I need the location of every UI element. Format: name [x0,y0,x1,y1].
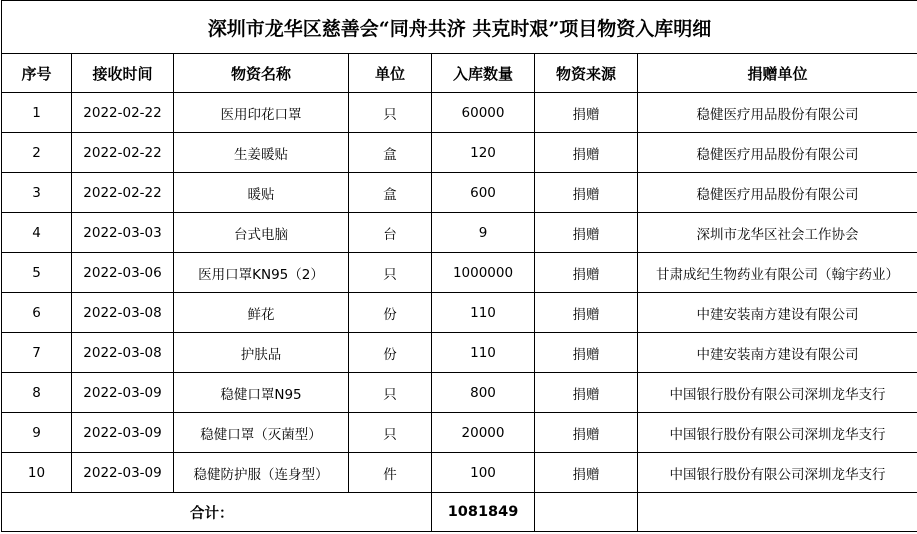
cell-source: 捐赠 [535,93,638,133]
cell-source: 捐赠 [535,213,638,253]
cell-donor: 中国银行股份有限公司深圳龙华支行 [638,413,917,453]
cell-item-name: 护肤品 [174,333,349,373]
cell-item-name: 稳健口罩（灭菌型） [174,413,349,453]
header-source: 物资来源 [535,54,638,93]
cell-unit: 台 [349,213,432,253]
cell-donor: 中建安装南方建设有限公司 [638,333,917,373]
cell-unit: 只 [349,253,432,293]
total-row [2,493,917,532]
cell-unit: 份 [349,293,432,333]
header-unit: 单位 [349,54,432,93]
cell-item-name: 暖贴 [174,173,349,213]
cell-no: 10 [2,453,72,493]
cell-donor: 稳健医疗用品股份有限公司 [638,93,917,133]
cell-source: 捐赠 [535,173,638,213]
cell-no: 8 [2,373,72,413]
table-row [2,413,917,453]
table-row [2,213,917,253]
cell-source: 捐赠 [535,453,638,493]
cell-item-name: 鲜花 [174,293,349,333]
table-row [2,293,917,333]
cell-unit: 盒 [349,173,432,213]
cell-donor: 稳健医疗用品股份有限公司 [638,173,917,213]
cell-quantity: 600 [432,173,535,213]
cell-source: 捐赠 [535,253,638,293]
cell-quantity: 120 [432,133,535,173]
cell-no: 3 [2,173,72,213]
header-item-name: 物资名称 [174,54,349,93]
cell-quantity: 20000 [432,413,535,453]
table-row [2,253,917,293]
cell-quantity: 1000000 [432,253,535,293]
header-donor: 捐赠单位 [638,54,917,93]
cell-unit: 件 [349,453,432,493]
cell-donor: 深圳市龙华区社会工作协会 [638,213,917,253]
cell-quantity: 800 [432,373,535,413]
table-row [2,173,917,213]
total-empty-source [535,493,638,532]
cell-no: 7 [2,333,72,373]
cell-source: 捐赠 [535,333,638,373]
cell-no: 6 [2,293,72,333]
table-row [2,453,917,493]
cell-unit: 只 [349,373,432,413]
cell-unit: 只 [349,93,432,133]
inventory-table [1,0,917,532]
cell-item-name: 医用印花口罩 [174,93,349,133]
cell-donor: 中国银行股份有限公司深圳龙华支行 [638,453,917,493]
cell-date: 2022-03-09 [72,413,174,453]
table-row [2,93,917,133]
cell-no: 5 [2,253,72,293]
cell-no: 4 [2,213,72,253]
table-row [2,333,917,373]
cell-date: 2022-02-22 [72,173,174,213]
cell-date: 2022-03-06 [72,253,174,293]
cell-quantity: 60000 [432,93,535,133]
page-title: 深圳市龙华区慈善会“同舟共济 共克时艰”项目物资入库明细 [2,1,917,54]
header-row [2,54,917,93]
header-no: 序号 [2,54,72,93]
total-empty-donor [638,493,917,532]
cell-item-name: 生姜暖贴 [174,133,349,173]
cell-unit: 份 [349,333,432,373]
cell-unit: 只 [349,413,432,453]
cell-donor: 稳健医疗用品股份有限公司 [638,133,917,173]
cell-unit: 盒 [349,133,432,173]
title-row [2,1,917,54]
total-label: 合计： [2,493,432,532]
table-row [2,373,917,413]
cell-no: 9 [2,413,72,453]
cell-quantity: 110 [432,293,535,333]
cell-date: 2022-03-09 [72,373,174,413]
cell-no: 2 [2,133,72,173]
cell-item-name: 稳健防护服（连身型） [174,453,349,493]
cell-date: 2022-03-08 [72,293,174,333]
cell-item-name: 稳健口罩N95 [174,373,349,413]
cell-item-name: 医用口罩KN95（2） [174,253,349,293]
cell-donor: 中建安装南方建设有限公司 [638,293,917,333]
cell-source: 捐赠 [535,413,638,453]
header-quantity: 入库数量 [432,54,535,93]
cell-source: 捐赠 [535,373,638,413]
cell-source: 捐赠 [535,293,638,333]
cell-date: 2022-03-08 [72,333,174,373]
cell-donor: 中国银行股份有限公司深圳龙华支行 [638,373,917,413]
cell-quantity: 100 [432,453,535,493]
cell-date: 2022-03-03 [72,213,174,253]
header-date: 接收时间 [72,54,174,93]
total-value: 1081849 [432,493,535,532]
cell-quantity: 9 [432,213,535,253]
cell-date: 2022-02-22 [72,133,174,173]
cell-donor: 甘肃成纪生物药业有限公司（翰宇药业） [638,253,917,293]
cell-item-name: 台式电脑 [174,213,349,253]
cell-no: 1 [2,93,72,133]
cell-quantity: 110 [432,333,535,373]
cell-source: 捐赠 [535,133,638,173]
cell-date: 2022-03-09 [72,453,174,493]
table-row [2,133,917,173]
cell-date: 2022-02-22 [72,93,174,133]
